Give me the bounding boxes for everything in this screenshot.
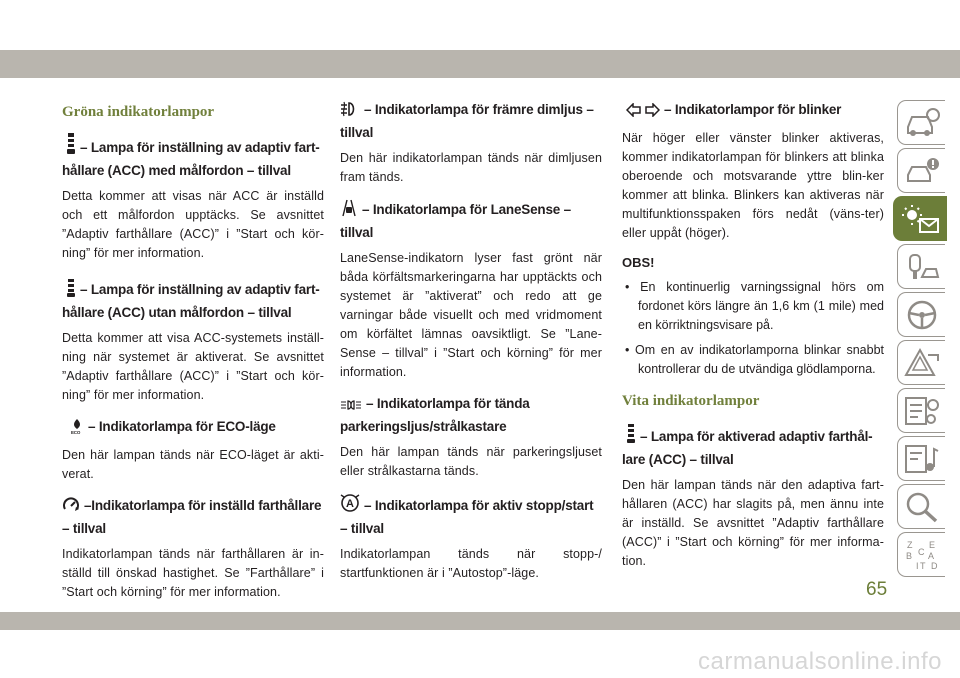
index-letter: I	[916, 561, 919, 571]
car-info-icon	[904, 107, 940, 139]
tab-indicator-lights[interactable]	[893, 196, 947, 241]
tab-car-warning[interactable]	[897, 148, 945, 193]
index-letter: D	[931, 561, 938, 571]
eco-icon	[70, 418, 84, 440]
hazard-triangle-icon	[904, 347, 940, 379]
note-bullet: • En kontinuerlig varningssignal hörs om fordonet körs längre än 1,6 km (1 mile) med en körriktningsvisare på.	[625, 280, 884, 332]
svg-text:ECO: ECO	[71, 430, 81, 434]
parking-lights-icon	[340, 397, 362, 417]
column-2	[340, 100, 602, 595]
index-letter: T	[920, 561, 926, 571]
index-letter: A	[928, 551, 935, 561]
chapter-tabs	[893, 100, 949, 580]
index-letter: B	[906, 551, 913, 561]
indicator-lights-icon	[900, 203, 940, 235]
item-body: LaneSense-indikatorn lyser fast grönt när båda körfältsmarkeringarna har upptäckts och systemet är ”aktiverat” och redo att ge varningar både visuellt och med vridmoment om körfältet lämnas oavsiktligt. Se ”Lane-Sense – tillval” i ”Start och körning” för mer information.	[340, 251, 602, 379]
lanesense-icon	[340, 199, 358, 223]
item-heading: –Indikatorlampa för inställd farthållare – tillval	[62, 498, 322, 536]
turn-signal-icon	[626, 103, 660, 123]
section-title-white: Vita indikatorlampor	[622, 393, 760, 409]
section-title-green: Gröna indikatorlampor	[62, 104, 215, 120]
cruise-set-icon	[62, 497, 80, 519]
service-tools-icon	[904, 395, 940, 427]
tab-car-info[interactable]	[897, 100, 945, 145]
item-body: Den här lampan tänds när ECO-läget är akti-verat.	[62, 448, 324, 481]
steering-wheel-icon	[904, 299, 940, 331]
tab-search[interactable]	[897, 484, 945, 529]
index-letter: C	[918, 547, 925, 557]
front-fog-icon	[340, 101, 360, 123]
note-bullet: • Om en av indikatorlamporna blinkar snabbt kontrollerar du de utvändiga glödlamporna.	[625, 343, 884, 376]
item-heading: – Lampa för inställning av adaptiv fart-hållare (ACC) med målfordon – tillval	[62, 133, 324, 181]
item-body: Den här indikatorlampan tänds när dimljusen fram tänds.	[340, 151, 602, 184]
item-body: Den här lampan tänds när den adaptiva fart-hållaren (ACC) har slagits på, men ännu inte är inställd. Se avsnittet ”Adaptiv farthållare (ACC)” i ”Start och körning” för mer informa-tion.	[622, 478, 884, 568]
car-key-icon	[904, 251, 940, 283]
car-warning-icon	[904, 155, 940, 187]
tab-steering-wheel[interactable]	[897, 292, 945, 337]
column-3	[622, 100, 884, 583]
search-icon	[904, 491, 940, 523]
alphabet-index-icon	[904, 539, 940, 573]
acc-no-target-icon	[66, 275, 76, 303]
tab-multimedia[interactable]	[897, 436, 945, 481]
item-heading: – Indikatorlampa för LaneSense – tillval	[340, 199, 602, 243]
index-letter: Z	[907, 540, 913, 550]
item-heading: A – Indikatorlampa för aktiv stopp/start – tillval	[340, 493, 602, 539]
tab-index[interactable]	[897, 532, 945, 577]
acc-target-icon	[66, 133, 76, 161]
item-body: Indikatorlampan tänds när stopp-/ startfunktionen är i ”Autostop”-läge.	[340, 547, 602, 580]
stop-start-icon	[340, 493, 360, 519]
footer-bar	[0, 612, 960, 630]
item-body: Detta kommer att visa ACC-systemets inställ-ning när systemet är aktiverat. Se avsnittet ”Adaptiv farthållare (ACC)” i ”Start och kör-ning” för mer information.	[62, 331, 324, 402]
item-heading: – Lampa för inställning av adaptiv fart-hållare (ACC) utan målfordon – tillval	[62, 275, 324, 323]
watermark: carmanualsonline.info	[698, 648, 942, 675]
page-number: 65	[866, 579, 888, 600]
tab-car-key[interactable]	[897, 244, 945, 289]
top-margin	[0, 0, 960, 50]
item-heading: – Lampa för aktiverad adaptiv farthål-lare (ACC) – tillval	[622, 422, 884, 470]
svg-text:A: A	[346, 498, 354, 510]
column-1	[62, 100, 324, 614]
item-body: När höger eller vänster blinker aktiveras, kommer indikatorlampan för blinkers att blinka oberoende och motsvarande yttre blin-ker kommer att blinka. Blinkers kan aktiveras när multifunktionsspaken förs nedåt (väns-ter) eller uppåt (höger).	[622, 131, 884, 240]
item-body: Den här lampan tänds när parkeringsljuset eller strålkastarna tänds.	[340, 445, 602, 478]
item-body: Indikatorlampan tänds när farthållaren är in-ställd till önskad hastighet. Se ”Farthållare” i ”Start och körning” för mer information.	[62, 547, 324, 599]
multimedia-icon	[904, 443, 940, 475]
tab-service[interactable]	[897, 388, 945, 433]
item-body: Detta kommer att visas när ACC är inställd och ett målfordon upptäcks. Se avsnittet ”Adaptiv farthållare (ACC)” i ”Start och kör-ning” för mer information.	[62, 189, 324, 260]
item-heading: – Indikatorlampa för främre dimljus – tillval	[340, 102, 594, 140]
item-heading: – Indikatorlampor för blinker	[622, 100, 884, 123]
index-letter: E	[929, 540, 936, 550]
note-title: OBS!	[622, 255, 655, 270]
item-heading: – Indikatorlampa för tända parkeringsljus/strålkastare	[340, 396, 530, 434]
tab-hazard[interactable]	[897, 340, 945, 385]
item-heading: ECO – Indikatorlampa för ECO-läge	[62, 417, 324, 440]
header-bar	[0, 50, 960, 78]
acc-white-icon	[626, 422, 636, 450]
